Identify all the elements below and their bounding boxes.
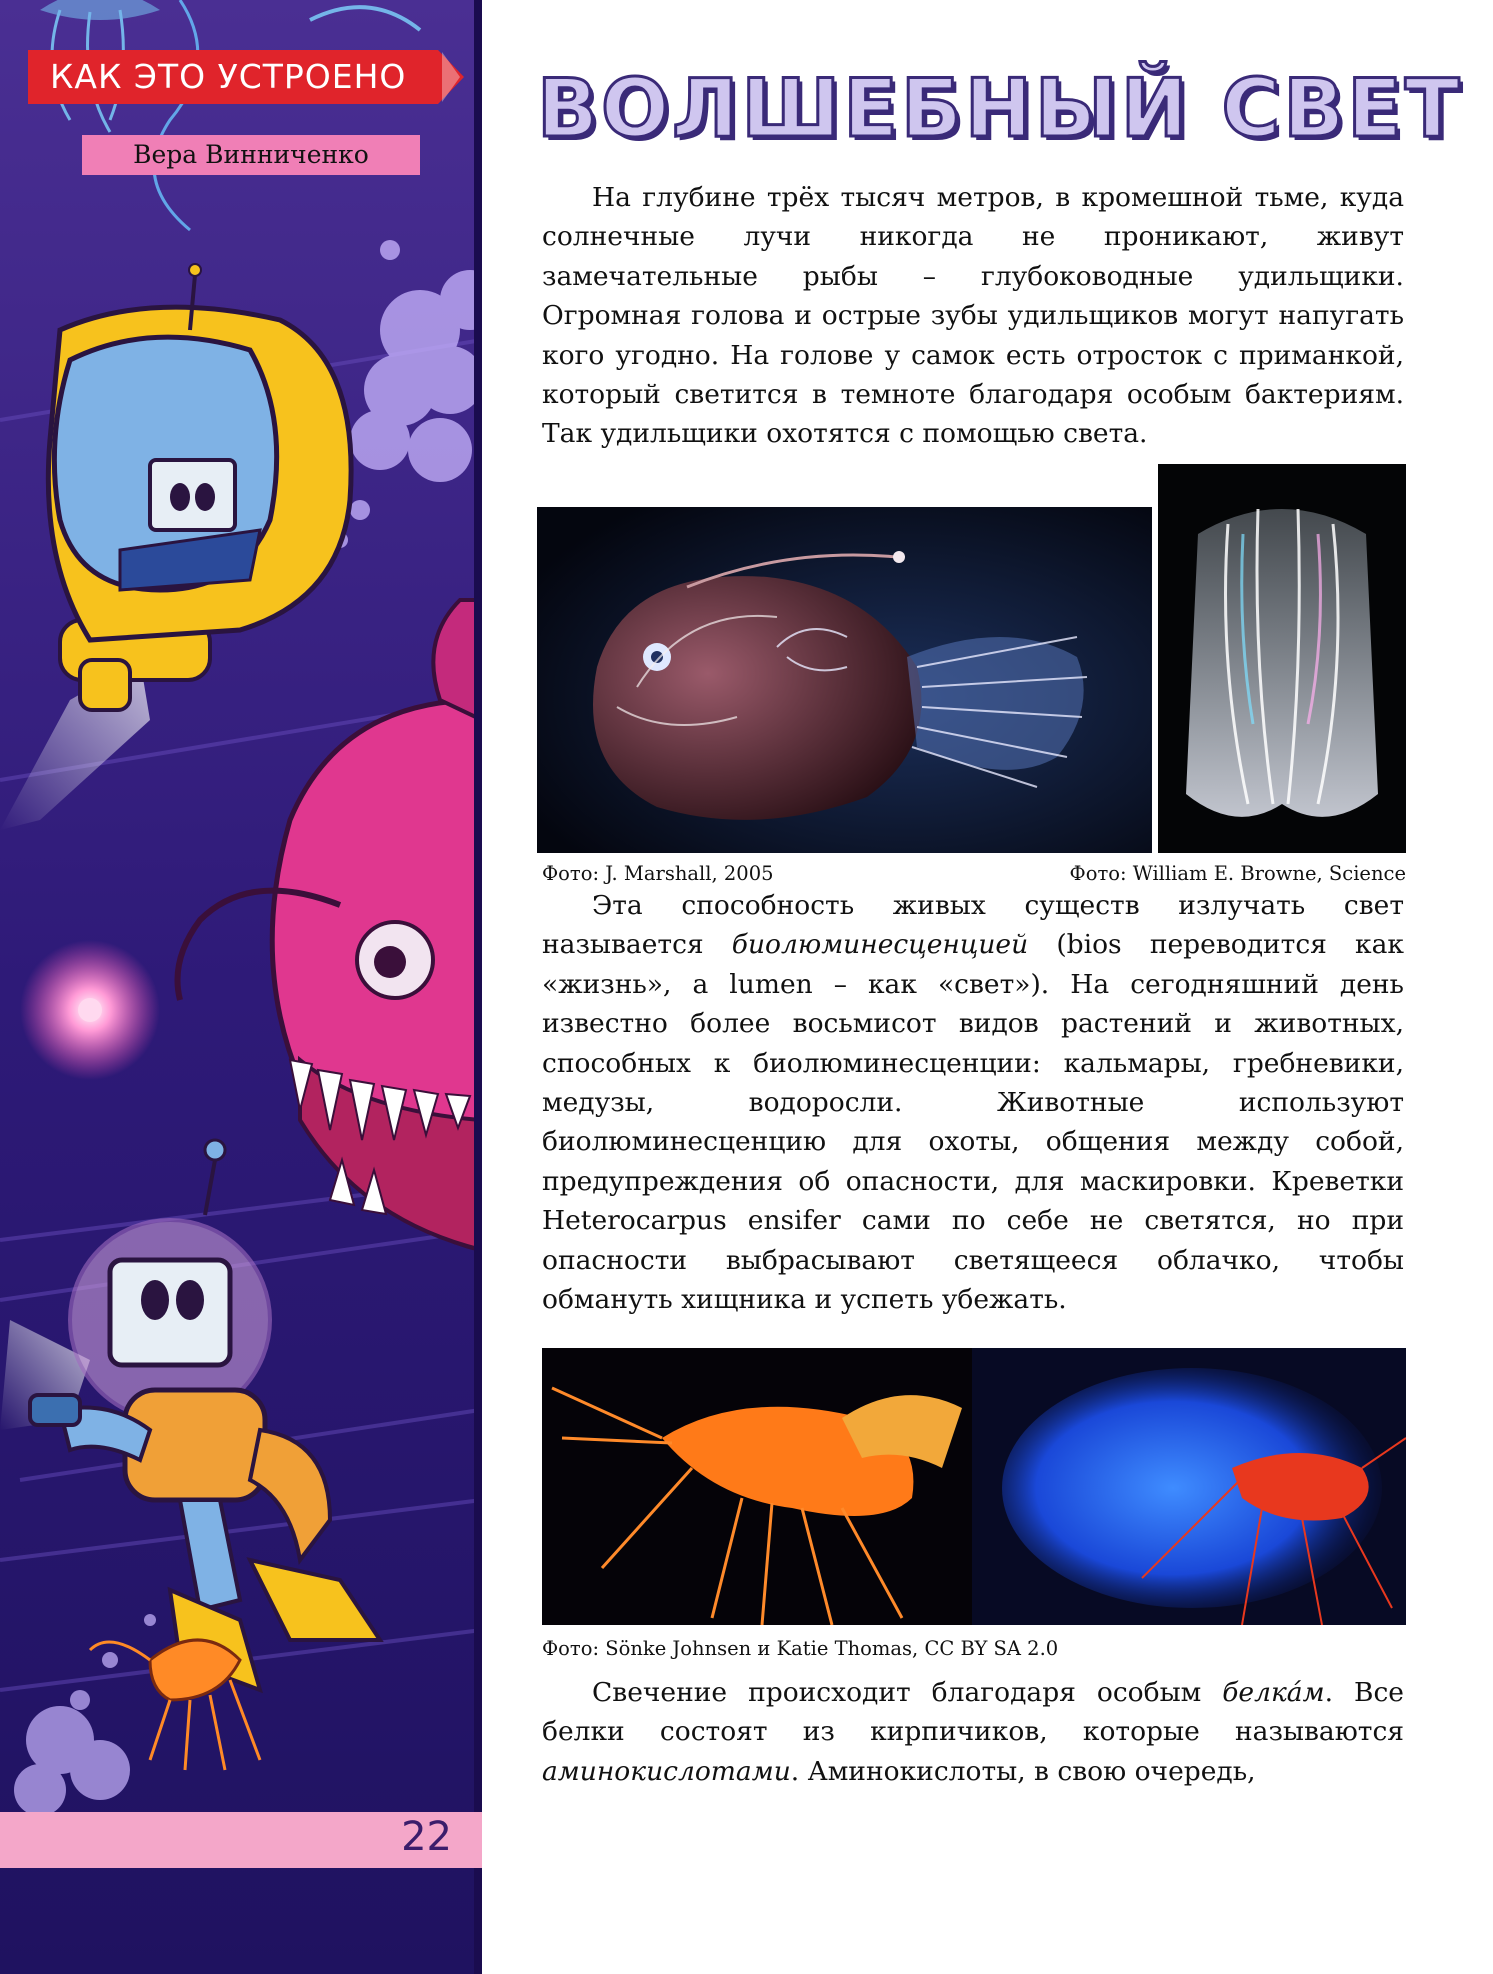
author-name: Вера Винниченко	[82, 135, 420, 175]
paragraph-text: . Все белки состоят из кирпичиков, которые называются	[542, 1677, 1404, 1748]
term-bioluminescence: биолюминесценцией	[731, 929, 1029, 961]
term-proteins: белкáм	[1222, 1677, 1325, 1708]
page-number: 22	[401, 1814, 452, 1860]
term-amino-acids: аминокислотами	[542, 1755, 791, 1787]
ctenophore-photo	[1158, 464, 1406, 853]
paragraph-intro	[542, 178, 1404, 454]
article-title: ВОЛШЕБНЫЙ СВЕТ	[537, 62, 1463, 155]
side-illustration	[0, 0, 482, 1974]
section-rubric	[28, 50, 464, 104]
paragraph-proteins	[542, 1673, 1404, 1791]
paragraph-text: (bios переводится как «жизнь», а lumen – как «свет»). На сегодняшний день известно более восьмисот видов растений и животных, способных к биолюминесценции: кальмары, гребневики, медузы, водоросли. Животные используют биолюминесценцию для охоты, общения между собой, предупреждения об опасности, для маскировки. Креветки Heterocarpus ensifer сами по себе не светятся, но при опасности выбрасывают светящееся облачко, чтобы обмануть хищника и успеть убежать.	[542, 929, 1404, 1316]
page-number-bar	[0, 1812, 482, 1868]
caption-anglerfish: Фото: J. Marshall, 2005	[542, 862, 774, 885]
paragraph-text: . Аминокислоты, в свою очередь,	[790, 1755, 1256, 1787]
caption-ctenophore: Фото: William E. Browne, Science	[1069, 862, 1406, 885]
paragraph-text: Свечение происходит благодаря особым	[592, 1677, 1223, 1708]
paragraph-bioluminescence	[542, 886, 1404, 1319]
paragraph-text: Эта способность живых существ излучать свет называется	[542, 890, 1404, 961]
paragraph-text: На глубине трёх тысяч метров, в кромешной тьме, куда солнечные лучи никогда не проникают, живут замечательные рыбы – глубоководные удильщики. Огромная голова и острые зубы удильщиков могут напугать кого угодно. На голове у самок есть отросток с приманкой, который светится в темноте благодаря особым бактериям. Так удильщики охотятся с помощью света.	[542, 182, 1404, 450]
rubric-label: КАК ЭТО УСТРОЕНО	[50, 57, 407, 96]
deep-sea-illustration	[0, 0, 482, 1974]
anglerfish-photo	[537, 507, 1152, 853]
shrimp-photo	[542, 1348, 1406, 1625]
caption-shrimp: Фото: Sönke Johnsen и Katie Thomas, CC BY SA 2.0	[542, 1637, 1059, 1660]
